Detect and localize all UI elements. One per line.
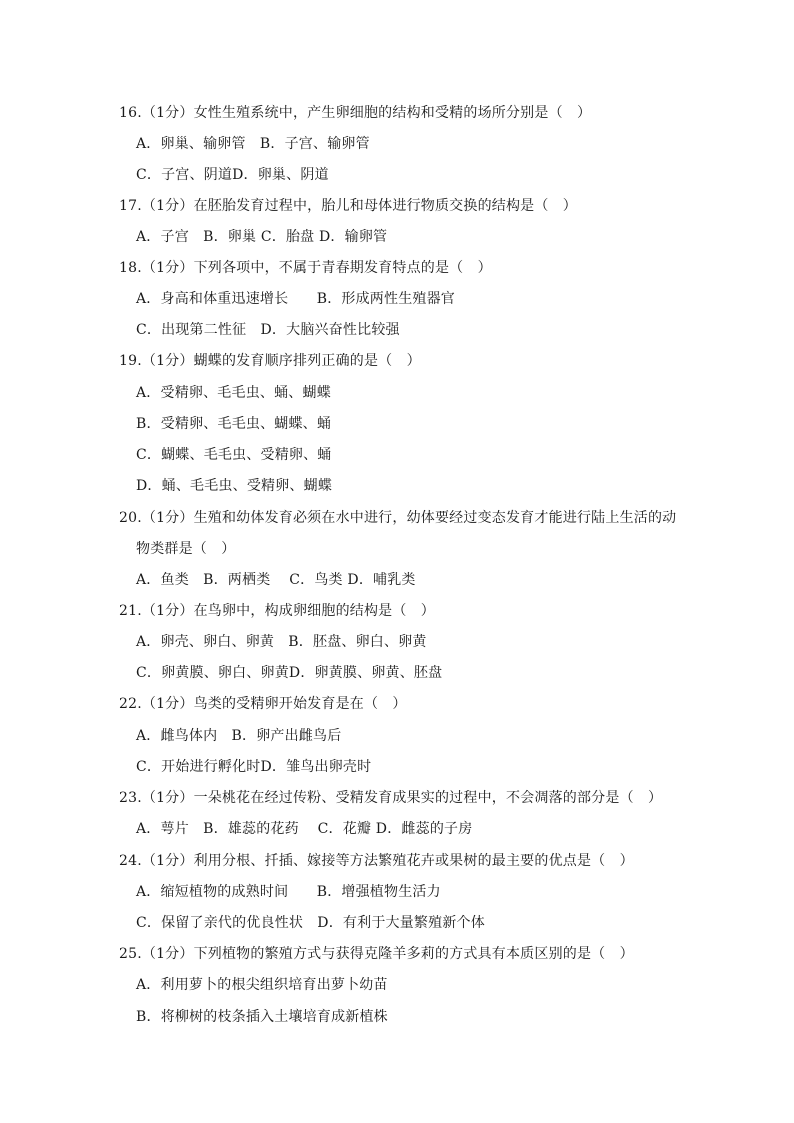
question-19-option-d: D．蛹、毛毛虫、受精卵、蝴蝶 bbox=[136, 478, 333, 494]
question-24-options-ab: A．缩短植物的成熟时间 B．增强植物生活力 bbox=[136, 884, 441, 900]
question-25-stem: 25.（1分）下列植物的繁殖方式与获得克隆羊多莉的方式具有本质区别的是（ ） bbox=[119, 946, 634, 962]
question-19-option-b: B．受精卵、毛毛虫、蝴蝶、蛹 bbox=[136, 416, 332, 432]
question-24-options-cd: C．保留了亲代的优良性状 D．有利于大量繁殖新个体 bbox=[136, 915, 485, 931]
question-22-stem: 22.（1分）鸟类的受精卵开始发育是在（ ） bbox=[119, 696, 407, 712]
question-20-stem-cont: 物类群是（ ） bbox=[136, 541, 236, 557]
question-18-options-ab: A．身高和体重迅速增长 B．形成两性生殖器官 bbox=[136, 291, 455, 307]
question-24-stem: 24.（1分）利用分根、扦插、嫁接等方法繁殖花卉或果树的最主要的优点是（ ） bbox=[119, 853, 634, 869]
question-23-stem: 23.（1分）一朵桃花在经过传粉、受精发育成果实的过程中，不会凋落的部分是（ ） bbox=[119, 790, 663, 806]
question-19-option-a: A．受精卵、毛毛虫、蛹、蝴蝶 bbox=[136, 385, 331, 401]
question-21-stem: 21.（1分）在鸟卵中，构成卵细胞的结构是（ ） bbox=[119, 603, 435, 619]
question-16-stem: 16.（1分）女性生殖系统中，产生卵细胞的结构和受精的场所分别是（ ） bbox=[119, 105, 592, 121]
question-18-stem: 18.（1分）下列各项中，不属于青春期发育特点的是（ ） bbox=[119, 260, 492, 276]
question-16-options-ab: A．卵巢、输卵管 B．子宫、输卵管 bbox=[136, 136, 370, 152]
question-17-options: A．子宫 B．卵巢 C．胎盘 D．输卵管 bbox=[136, 229, 388, 245]
question-22-options-cd: C．开始进行孵化时D．雏鸟出卵壳时 bbox=[136, 759, 372, 775]
question-18-options-cd: C．出现第二性征 D．大脑兴奋性比较强 bbox=[136, 322, 400, 338]
question-22-options-ab: A．雌鸟体内 B．卵产出雌鸟后 bbox=[136, 728, 342, 744]
question-20-options: A．鱼类 B．两栖类 C．鸟类 D．哺乳类 bbox=[136, 572, 416, 588]
question-17-stem: 17.（1分）在胚胎发育过程中，胎儿和母体进行物质交换的结构是（ ） bbox=[119, 198, 577, 214]
question-20-stem: 20.（1分）生殖和幼体发育必须在水中进行，幼体要经过变态发育才能进行陆上生活的动 bbox=[119, 510, 677, 526]
question-16-options-cd: C．子宫、阴道D．卵巢、阴道 bbox=[136, 167, 329, 183]
question-25-option-a: A．利用萝卜的根尖组织培育出萝卜幼苗 bbox=[136, 977, 388, 993]
question-23-options: A．萼片 B．雄蕊的花药 C．花瓣 D．雌蕊的子房 bbox=[136, 821, 473, 837]
question-19-stem: 19.（1分）蝴蝶的发育顺序排列正确的是（ ） bbox=[119, 353, 421, 369]
question-21-options-ab: A．卵壳、卵白、卵黄 B．胚盘、卵白、卵黄 bbox=[136, 634, 427, 650]
question-19-option-c: C．蝴蝶、毛毛虫、受精卵、蛹 bbox=[136, 447, 332, 463]
question-21-options-cd: C．卵黄膜、卵白、卵黄D．卵黄膜、卵黄、胚盘 bbox=[136, 665, 443, 681]
question-25-option-b: B．将柳树的枝条插入土壤培育成新植株 bbox=[136, 1009, 388, 1025]
